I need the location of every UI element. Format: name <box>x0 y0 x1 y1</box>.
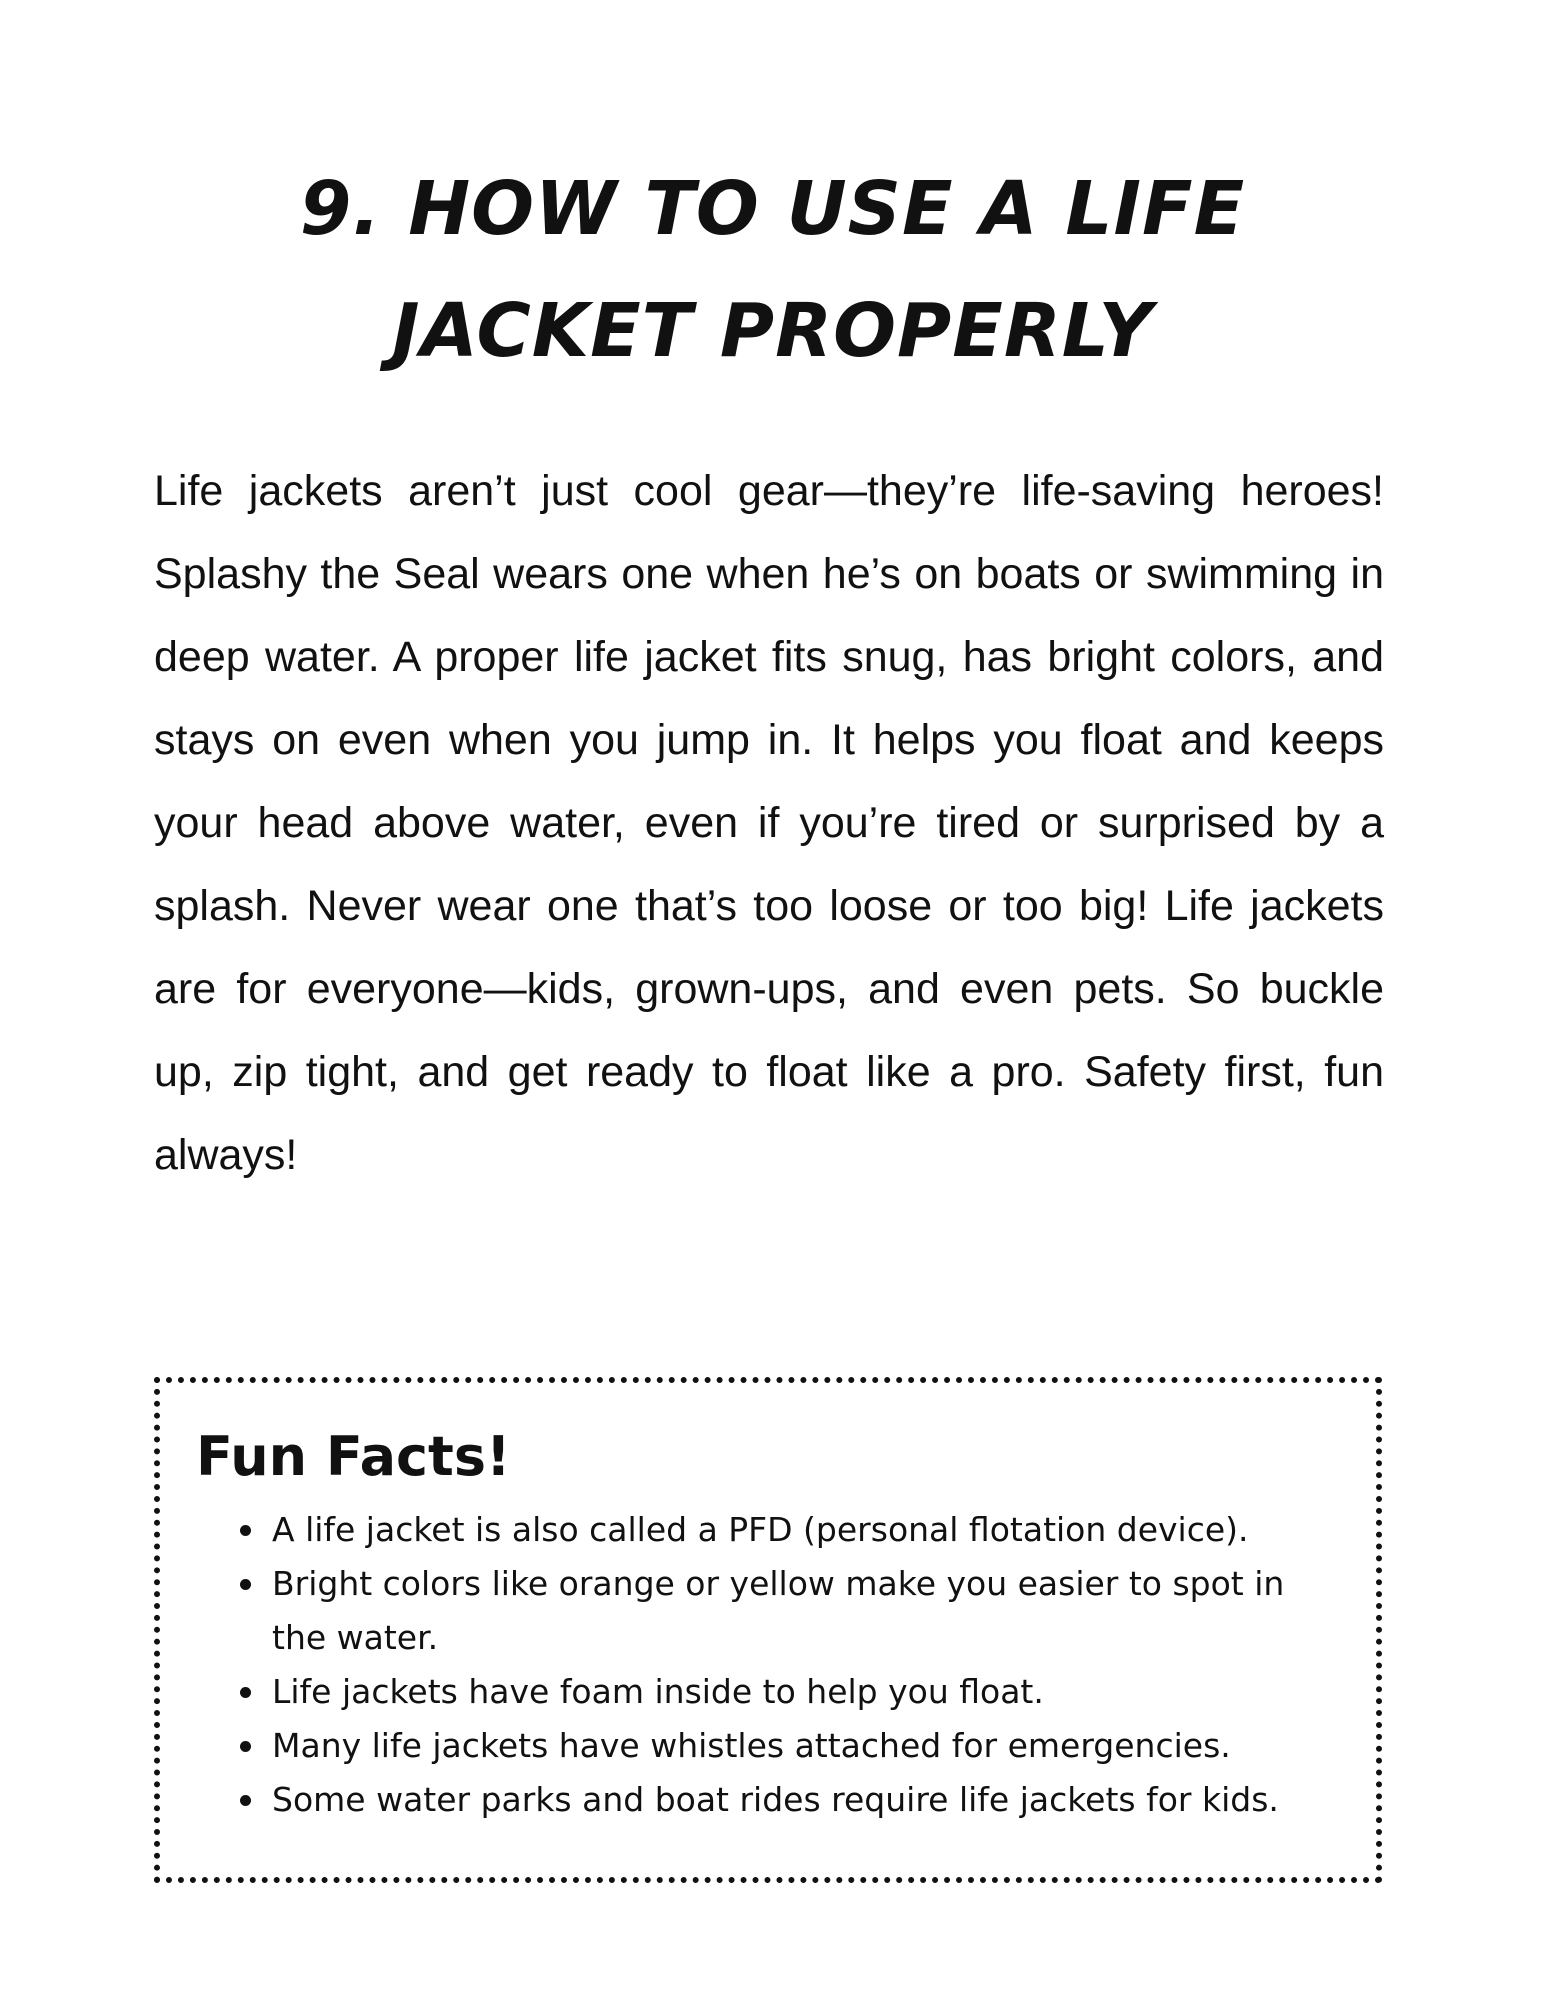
fun-fact-item: • Some water parks and boat rides require life jackets for kids. <box>268 1773 1340 1827</box>
fun-fact-item: • Life jackets have foam inside to help you float. <box>268 1665 1340 1719</box>
fun-fact-item: • Bright colors like orange or yellow make you easier to spot in the water. <box>268 1557 1340 1665</box>
fun-fact-item: • A life jacket is also called a PFD (personal flotation device). <box>268 1503 1340 1557</box>
page-title: 9. HOW TO USE A LIFE JACKET PROPERLY <box>299 166 1246 374</box>
fun-facts-heading: Fun Facts! <box>196 1425 511 1488</box>
body-paragraph: Life jackets aren’t just cool gear—they’re life-saving heroes! Splashy the Seal wears one when he’s on boats or swimming in deep water. A proper life jacket fits snug, has bright colors, and stays on even when you jump in. It helps you float and keeps your head above water, even if you’re tired or surprised by a splash. Never wear one that’s too loose or too big! Life jackets are for everyone—kids, grown-ups, and even pets. So buckle up, zip tight, and get ready to float like a pro. Safety first, fun always! <box>154 467 1384 1179</box>
fun-fact-item: • Many life jackets have whistles attached for emergencies. <box>268 1719 1340 1773</box>
fun-facts-list <box>196 1503 1340 1827</box>
fun-facts-box <box>154 1377 1382 1883</box>
